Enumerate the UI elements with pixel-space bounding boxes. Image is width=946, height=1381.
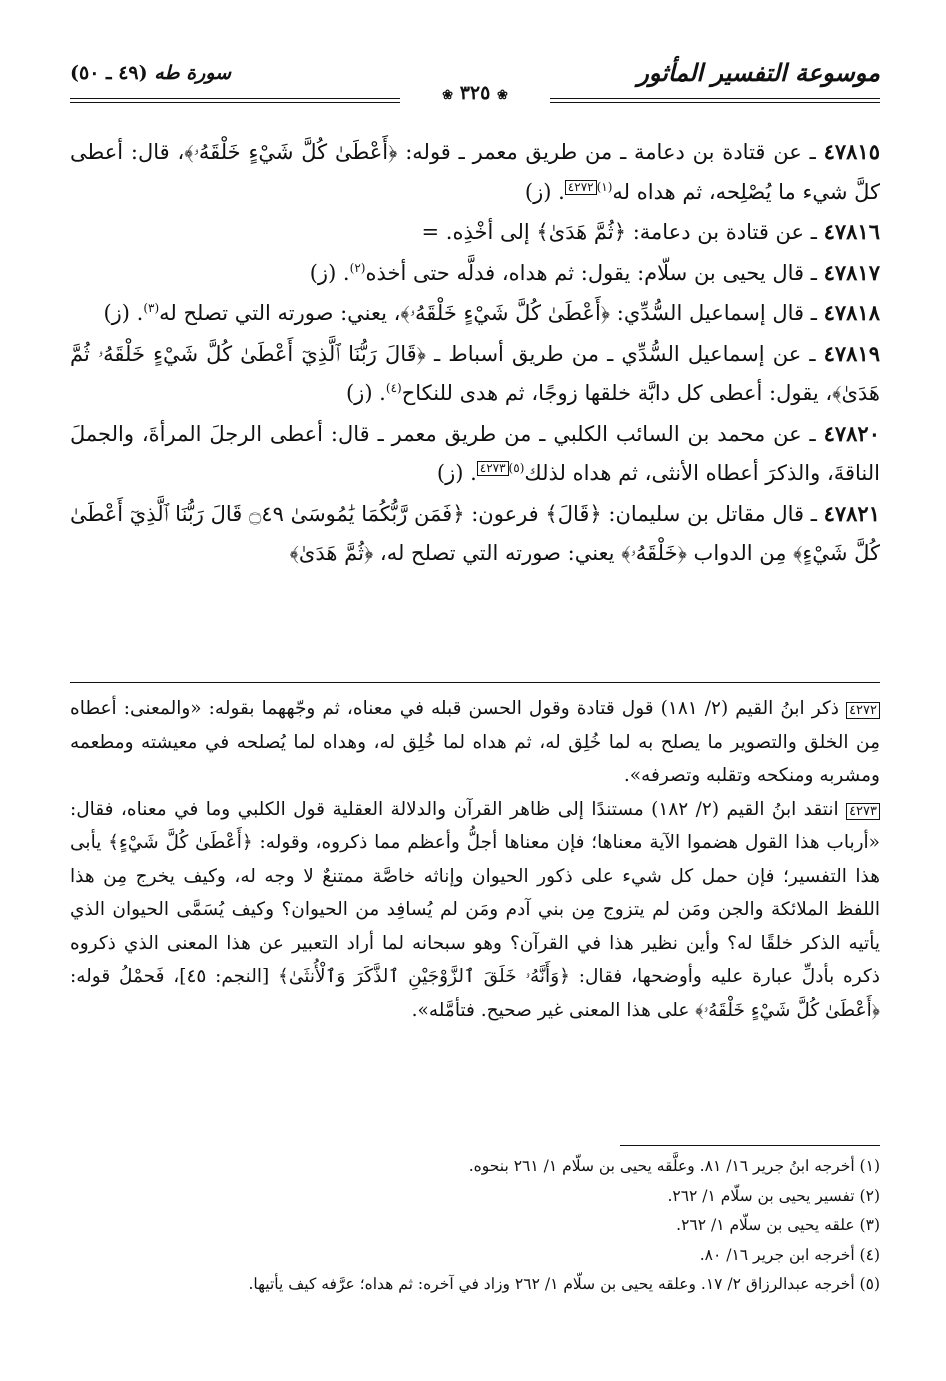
entry-47817 (70, 253, 880, 294)
note-number-box: ٤٢٧٣ (846, 803, 880, 820)
footnote-marker[interactable]: (٥) (508, 461, 525, 475)
note-4273 (70, 793, 880, 1028)
main-text (70, 132, 880, 574)
notes-separator (70, 682, 880, 683)
entry-tail: . (ز) (309, 260, 350, 285)
entry-number: ٤٧٨٢٠ (823, 420, 880, 446)
note-text: ذكر ابنُ القيم (٢/ ١٨١) قول قتادة وقول الحسن قبله في معناه، ثم وجّههما بقوله: «والمعنى: أعطاه مِن الخلق والتصوير ما يصلح به لما خُلِق له، ثم هداه لما خُلِق له، وهداه لما يُصلحه في معيشته ومطعمه ومشربه ومنكحه وتقلبه وتصرفه». (70, 698, 880, 786)
verse-range: (٤٩ ـ ٥٠) (70, 62, 148, 84)
entry-text-line: ـ عن قتادة بن دعامة ـ من طريق معمر ـ قوله: ﴿أَعْطَىٰ كُلَّ شَيْءٍ خَلْقَهُۥ﴾، (177, 140, 816, 164)
page-number-group (70, 82, 880, 104)
note-reference-box[interactable]: ٤٢٧٣ (477, 461, 509, 476)
note-number-box: ٤٢٧٢ (846, 702, 880, 719)
footnote-item: (٣) علقه يحيى بن سلّام ١/ ٢٦٢. (676, 1216, 880, 1234)
entry-47821 (70, 494, 880, 574)
footnotes-separator (620, 1145, 880, 1146)
entry-47819 (70, 334, 880, 414)
footnote-marker[interactable]: (٢) (349, 260, 366, 275)
entry-tail: . (ز) (103, 301, 144, 325)
footnote-item: (٢) تفسير يحيى بن سلّام ١/ ٢٦٢. (667, 1186, 880, 1205)
entry-number: ٤٧٨١٥ (823, 139, 880, 164)
entry-text-line: قال: أعطى كلَّ شيء ما يُصْلِحه، ثم هداه له (70, 140, 880, 204)
entry-tail: . (ز) (524, 179, 565, 204)
surah-label (70, 62, 231, 84)
entry-47816 (70, 212, 880, 253)
note-4272 (70, 692, 880, 793)
footnote-marker[interactable]: (٤) (385, 381, 402, 395)
entry-number: ٤٧٨١٨ (823, 300, 880, 325)
entry-text: ـ عن إسماعيل السُّدِّي ـ من طريق أسباط ـ ﴿قَالَ رَبُّنَا ٱلَّذِيٓ أَعْطَىٰ كُلَّ شَيْءٍ خَلْقَهُۥ ثُمَّ هَدَىٰ﴾، يقول: أعطى كل دابَّة خلقها زوجًا، ثم هدى للنكاح (70, 341, 880, 405)
note-reference-box[interactable]: ٤٢٧٢ (565, 180, 597, 195)
page-header (70, 52, 880, 102)
entry-number: ٤٧٨٢١ (823, 500, 880, 526)
entry-number: ٤٧٨١٩ (823, 340, 880, 366)
entry-text: ـ قال إسماعيل السُّدِّي: ﴿أَعْطَىٰ كُلَّ شَيْءٍ خَلْقَهُۥ﴾، يعني: صورته التي تصلح له (159, 301, 817, 325)
entry-tail: . (ز) (345, 381, 386, 405)
entry-tail: . (ز) (436, 461, 477, 485)
note-text: انتقد ابنُ القيم (٢/ ١٨٢) مستندًا إلى ظاهر القرآن والدلالة العقلية قول الكلبي وما في معناه، فقال: «أرباب هذا القول هضموا الآية معناها؛ فإن معناها أجلُّ وأعظم مما ذكروه، وقوله: ﴿أَعْطَىٰ كُلَّ شَيْءٍ﴾ يأبى هذا التفسير؛ فإن حمل كل شيء على ذكور الحيوان وإناثه خاصَّة ممتنعٌ لا وجه له، وكيف يخرج مِن هذا اللفظ الملائكة والجن ومَن لم يتزوج مِن بني آدم ومَن لم يُسافِد من الحيوان؟ وكيف يُسَمَّى الحيوان الذي يأتيه الذكر خلقًا له؟ وأين نظير هذا في القرآن؟ وهو سبحانه لما أراد التعبير عن هذا المعنى الذي ذكروه ذكره بأدلِّ عبارة عليه وأوضحها، فقال: ﴿وَأَنَّهُۥ خَلَقَ ٱلزَّوْجَيْنِ ٱلذَّكَرَ وَٱلْأُنثَىٰ﴾ [النجم: ٤٥]، فَحمْلُ قوله: ﴿أَعْطَىٰ كُلَّ شَيْءٍ خَلْقَهُۥ﴾ على هذا المعنى غير صحيح. فتأمَّله». (70, 798, 880, 1021)
entry-47818 (70, 293, 880, 334)
book-page (70, 52, 880, 102)
book-title: موسوعة التفسير المأثور (637, 58, 880, 87)
footnote-item: (١) أخرجه ابنُ جرير ١٦/ ٨١. وعلَّقه يحيى بن سلّام ١/ ٢٦١ بنحوه. (468, 1157, 880, 1175)
entry-number: ٤٧٨١٧ (823, 259, 880, 285)
ornament-left-icon: ❀ (442, 88, 454, 103)
page-number: ٣٢٥ (459, 82, 491, 104)
footnote-marker[interactable]: (١) (596, 179, 613, 194)
entry-text: ـ عن قتادة بن دعامة: ﴿ثُمَّ هَدَىٰ﴾ إلى أخْذِه. = (421, 220, 817, 244)
entry-text: ـ قال يحيى بن سلّام: يقول: ثم هداه، فدلَّه حتى أخذه (365, 260, 817, 285)
footnotes (70, 1152, 880, 1300)
entry-text: ـ عن محمد بن السائب الكلبي ـ من طريق معمر ـ قال: أعطى الرجلَ المرأةَ، والجملَ الناقةَ، والذكرَ أعطاه الأنثى، ثم هداه لذلك (70, 421, 880, 485)
entry-47815 (70, 132, 880, 212)
footnote-marker[interactable]: (٣) (143, 301, 160, 315)
ornament-right-icon: ❀ (496, 88, 508, 103)
entry-text: ـ قال مقاتل بن سليمان: ﴿قَالَ﴾ فرعون: ﴿فَمَن رَّبُّكُمَا يَٰمُوسَىٰ ۝٤٩ قَالَ رَبُّنَا ٱلَّذِيٓ أَعْطَىٰ كُلَّ شَيْءٍ﴾ مِن الدواب ﴿خَلْقَهُۥ﴾ يعني: صورته التي تصلح له، ﴿ثُمَّ هَدَىٰ﴾ (70, 501, 880, 565)
footnote-item: (٥) أخرجه عبدالرزاق ٢/ ١٧. وعلقه يحيى بن سلّام ١/ ٢٦٢ وزاد في آخره: ثم هداه؛ عرَّفه كيف يأتيها. (248, 1275, 880, 1293)
surah-name: سورة طه (154, 62, 232, 84)
entry-47820 (70, 414, 880, 494)
footnote-item: (٤) أخرجه ابن جرير ١٦/ ٨٠. (699, 1245, 880, 1264)
header-rule (70, 82, 880, 106)
editorial-notes (70, 692, 880, 1027)
entry-number: ٤٧٨١٦ (823, 219, 880, 244)
